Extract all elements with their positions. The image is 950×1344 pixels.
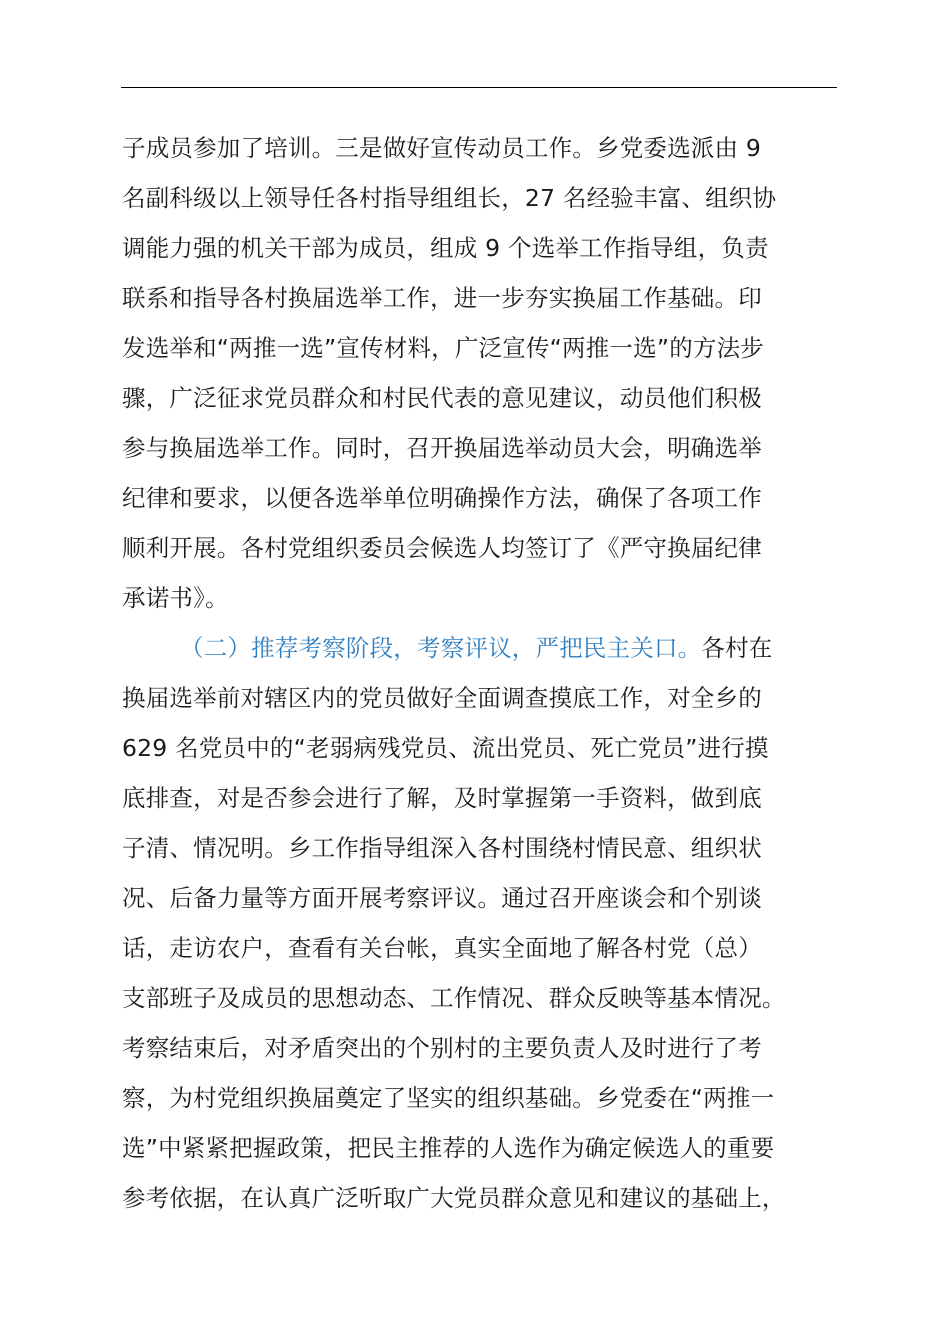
text-line: 发选举和“两推一选”宣传材料，广泛宣传“两推一选”的方法步 [122,334,764,362]
text-line: 换届选举前对辖区内的党员做好全面调查摸底工作，对全乡的 [122,684,762,712]
text-line: 纪律和要求，以便各选举单位明确操作方法，确保了各项工作 [122,484,762,512]
text-line: 顺利开展。各村党组织委员会候选人均签订了《严守换届纪律 [122,534,762,562]
text-line: 支部班子及成员的思想动态、工作情况、群众反映等基本情况。 [122,984,786,1012]
section-heading-continuation: 各村在 [701,634,773,662]
text-line: 联系和指导各村换届选举工作，进一步夯实换届工作基础。印 [122,284,762,312]
text-line: 参考依据，在认真广泛听取广大党员群众意见和建议的基础上， [122,1184,786,1212]
text-line: 选”中紧紧把握政策，把民主推荐的人选作为确定候选人的重要 [122,1134,775,1162]
section-heading: （二）推荐考察阶段，考察评议，严把民主关口。 [180,634,702,662]
text-line: 察，为村党组织换届奠定了坚实的组织基础。乡党委在“两推一 [122,1084,775,1112]
text-line: 子成员参加了培训。三是做好宣传动员工作。乡党委选派由 9 [122,134,762,162]
text-line: 参与换届选举工作。同时，召开换届选举动员大会，明确选举 [122,434,762,462]
text-line: 子清、情况明。乡工作指导组深入各村围绕村情民意、组织状 [122,834,762,862]
header-rule [121,87,837,88]
text-line: 629 名党员中的“老弱病残党员、流出党员、死亡党员”进行摸 [122,734,769,762]
text-line: 调能力强的机关干部为成员，组成 9 个选举工作指导组，负责 [122,234,769,262]
text-line: 考察结束后，对矛盾突出的个别村的主要负责人及时进行了考 [122,1034,762,1062]
text-line: 话，走访农户，查看有关台帐，真实全面地了解各村党（总） [122,934,762,962]
text-line: 骤，广泛征求党员群众和村民代表的意见建议，动员他们积极 [122,384,762,412]
text-line: 底排查，对是否参会进行了解，及时掌握第一手资料，做到底 [122,784,762,812]
document-body [122,123,842,1223]
section-heading-line [122,623,842,673]
text-line: 况、后备力量等方面开展考察评议。通过召开座谈会和个别谈 [122,884,762,912]
text-line: 承诺书》。 [122,584,229,612]
text-line: 名副科级以上领导任各村指导组组长，27 名经验丰富、组织协 [122,184,777,212]
